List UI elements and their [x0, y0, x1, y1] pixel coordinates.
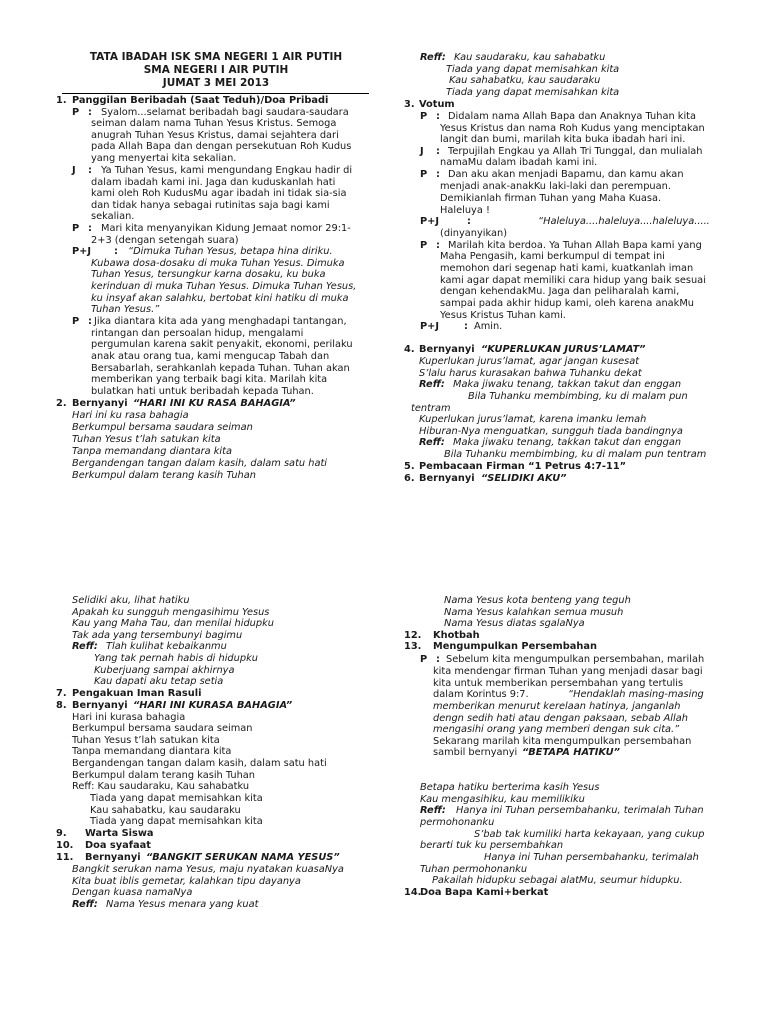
lyric-line: Betapa hatiku berterima kasih Yesus: [420, 782, 600, 793]
section-number: 1.: [56, 95, 67, 106]
lyric-line: Bila Tuhanku membimbing, ku di malam pun tentram: [444, 449, 707, 460]
text-line: sambil bernyanyi: [433, 747, 518, 758]
lyric-line: Nama Yesus kalahkan semua musuh: [444, 607, 624, 618]
section-label: Bernyanyi: [72, 398, 128, 409]
lyric-line: Dengan kuasa namaNya: [72, 887, 193, 898]
section-title: Doa syafaat: [85, 840, 151, 851]
reff-label: Reff:: [72, 641, 98, 652]
text-line: anak atau orang tua, kami mengucap Tabah dan: [91, 351, 330, 362]
speaker-label: J: [420, 146, 424, 157]
section-label: Bernyanyi: [419, 473, 475, 484]
section-number: 2.: [56, 398, 67, 409]
text-line: kita untuk memberikan persembahan yang tertulis: [433, 678, 684, 689]
section-number: 3.: [404, 99, 415, 110]
text-line: Dan aku akan menjadi Bapamu, dan kamu akan: [448, 169, 684, 180]
colon: :: [114, 246, 118, 257]
text-line: pergumulan karena sakit penyakit, ekonomi, perilaku: [91, 339, 353, 350]
speaker-label: P+J: [420, 216, 440, 227]
section-number: 8.: [56, 700, 67, 711]
lyric-line: Yang tak pernah habis di hidupku: [94, 653, 258, 664]
header-line-1: TATA IBADAH ISK SMA NEGERI 1 AIR PUTIH: [89, 51, 343, 63]
text-line: dalam Korintus 9:7.: [433, 689, 529, 700]
lyric-line: Kau sahabatku, kau saudaraku: [449, 75, 601, 86]
lyric-line: Berkumpul dalam terang kasih Tuhan: [72, 770, 255, 781]
colon: :: [436, 111, 440, 122]
lyric-line: Nama Yesus diatas sgalaNya: [444, 618, 585, 629]
section-number: 14.: [404, 887, 422, 898]
song-title: “HARI INI KURASA BAHAGIA”: [133, 700, 293, 711]
section-number: 6.: [404, 473, 415, 484]
lyric-line: Kau dapati aku tetap setia: [94, 676, 224, 687]
lyric-line: Hari ini ku rasa bahagia: [72, 410, 189, 421]
colon: :: [467, 216, 471, 227]
text-line: memohon dari segenap hati kami, kuatkanlah iman: [440, 263, 694, 274]
section-number: 13.: [404, 641, 422, 652]
header-line-3: JUMAT 3 MEI 2013: [162, 77, 270, 89]
lyric-line: berarti tuk ku persembahkan: [420, 840, 564, 851]
lyric-line: tentram: [411, 403, 451, 414]
text-line: Mari kita menyanyikan Kidung Jemaat nomor 29:1-: [101, 223, 351, 234]
colon: :: [88, 107, 92, 118]
colon: :: [464, 321, 468, 332]
lyric-line: Maka jiwaku tenang, takkan takut dan enggan: [453, 437, 682, 448]
text-line: yang menyertai kita sekalian.: [91, 153, 237, 164]
lyric-line: Berkumpul dalam terang kasih Tuhan: [72, 470, 256, 481]
text-line: sampai pada akhir hidup kami, oleh karena anakMu: [440, 298, 694, 309]
lyric-line: Kau yang Maha Tau, dan menilai hidupku: [72, 618, 274, 629]
speaker-label: P: [420, 169, 428, 180]
text-line: Tuhan Yesus, tersungkur karna dosaku, ku buka: [91, 269, 326, 280]
lyric-line: Kuberjuang sampai akhirnya: [94, 665, 235, 676]
reff-label: Reff:: [420, 52, 446, 63]
text-line: Yesus Kristus dan nama Roh Kudus yang menciptakan: [440, 123, 705, 134]
text-line: Sekarang marilah kita mengumpulkan persembahan: [433, 736, 692, 747]
text-line: Didalam nama Allah Bapa dan Anaknya Tuhan kita: [448, 111, 697, 122]
lyric-line: Bangkit serukan nama Yesus, maju nyatakan kuasaNya: [72, 864, 344, 875]
section-number: 4.: [404, 344, 415, 355]
lyric-line: Tiada yang dapat memisahkan kita: [90, 793, 263, 804]
reff-label: Reff:: [72, 899, 98, 910]
lyric-line: Hari ini kurasa bahagia: [72, 712, 186, 723]
lyric-line: Kau mengasihiku, kau memilikiku: [420, 794, 585, 805]
lyric-line: permohonanku: [420, 817, 495, 828]
lyric-line: Pakailah hidupku sebagai alatMu, seumur hidupku.: [432, 875, 683, 886]
section-title: Pembacaan Firman “1 Petrus 4:7-11”: [419, 461, 627, 472]
lyric-line: Kau sahabatku, kau saudaraku: [90, 805, 241, 816]
text-line: bulatkan hati untuk beribadah kepada Tuhan.: [91, 386, 314, 397]
text-line: kerinduan di muka Tuhan Yesus. Dimuka Tuhan Yesus,: [91, 281, 357, 292]
text-line: “Hendaklah masing-masing: [568, 689, 704, 700]
speaker-label: P: [72, 223, 80, 234]
text-line: dalam ibadah kami ini. Jaga dan kuduskanlah hati: [91, 177, 336, 188]
text-line: menjadi anak-anakKu laki-laki dan perempuan.: [440, 181, 671, 192]
lyric-line: Tuhan Yesus t’lah satukan kita: [72, 434, 221, 445]
text-line: memberikan yang terbaik bagi kita. Marilah kita: [91, 374, 328, 385]
reff-label: Reff:: [420, 805, 446, 816]
lyric-line: Reff: Kau saudaraku, Kau sahabatku: [72, 781, 250, 792]
section-title: Panggilan Beribadah (Saat Teduh)/Doa Pribadi: [72, 95, 329, 106]
lyric-line: Tanpa memandang diantara kita: [72, 746, 232, 757]
speaker-label: P: [420, 111, 428, 122]
section-title: Warta Siswa: [85, 828, 154, 839]
lyric-line: Berkumpul bersama saudara seiman: [72, 422, 253, 433]
lyric-line: Hanya ini Tuhan persembahanku, terimalah Tuhan: [456, 805, 704, 816]
lyric-line: Hiburan-Nya menguatkan, sungguh tiada bandingnya: [419, 426, 683, 437]
text-line: namaMu dalam ibadah kami ini.: [440, 157, 598, 168]
lyric-line: Tanpa memandang diantara kita: [72, 446, 232, 457]
lyric-line: Maka jiwaku tenang, takkan takut dan enggan: [453, 379, 682, 390]
section-title: Votum: [419, 99, 455, 110]
lyric-line: Bila Tuhanku membimbing, ku di malam pun: [468, 391, 688, 402]
text-line: “Dimuka Tuhan Yesus, betapa hina diriku.: [128, 246, 333, 257]
lyric-line: Selidiki aku, lihat hatiku: [72, 595, 190, 606]
section-number: 12.: [404, 630, 422, 641]
header-line-2: SMA NEGERI I AIR PUTIH: [143, 64, 289, 76]
lyric-line: Tiada yang dapat memisahkan kita: [446, 87, 620, 98]
speaker-label: P+J: [420, 321, 440, 332]
speaker-label: P+J: [72, 246, 92, 257]
text-line: Tuhan Yesus.”: [91, 304, 160, 315]
text-line: (dinyanyikan): [440, 228, 508, 239]
lyric-line: Tuhan permohonanku: [420, 864, 528, 875]
lyric-line: Bergandengan tangan dalam kasih, dalam satu hati: [72, 758, 327, 769]
text-line: kami agar dapat memiliki cara hidup yang baik sesuai: [440, 275, 706, 286]
text-line: Marilah kita berdoa. Ya Tuhan Allah Bapa kami yang: [448, 240, 702, 251]
lyric-line: Tlah kulihat kebaikanmu: [106, 641, 227, 652]
lyric-line: Berkumpul bersama saudara seiman: [72, 723, 253, 734]
section-title: Mengumpulkan Persembahan: [433, 641, 597, 652]
section-title: Khotbah: [433, 630, 480, 641]
text-line: memberikan menurut kerelaan hatinya, janganlah: [433, 701, 681, 712]
text-line: dengn sedih hati atau dengan paksaan, sebab Allah: [433, 713, 688, 724]
speaker-label: P: [72, 316, 80, 327]
lyric-line: Apakah ku sungguh mengasihimu Yesus: [72, 607, 270, 618]
text-line: rintangan dan persoalan hidup, mengalami: [91, 328, 304, 339]
lyric-line: Tiada yang dapat memisahkan kita: [90, 816, 263, 827]
text-line: ku insyaf akan salahku, bertobat kini hatiku di muka: [91, 293, 349, 304]
lyric-line: Tak ada yang tersembunyi bagimu: [72, 630, 243, 641]
lyric-line: Kita buat iblis gemetar, kalahkan tipu dayanya: [72, 876, 301, 887]
section-number: 7.: [56, 688, 67, 699]
text-line: kita mendengar firman Tuhan yang menjadi dasar bagi: [433, 666, 703, 677]
section-number: 5.: [404, 461, 415, 472]
colon: :: [88, 165, 92, 176]
lyric-line: Nama Yesus menara yang kuat: [106, 899, 259, 910]
song-title: “KUPERLUKAN JURUS’LAMAT”: [481, 344, 646, 355]
lyric-line: S’bab tak kumiliki harta kekayaan, yang cukup: [474, 829, 705, 840]
lyric-line: S’lalu harus kurasakan bahwa Tuhanku dekat: [419, 368, 642, 379]
colon: :: [88, 223, 92, 234]
lyric-line: Kau saudaraku, kau sahabatku: [454, 52, 606, 63]
text-line: seiman dalam nama Tuhan Yesus Kristus. Semoga: [91, 118, 337, 129]
song-title: “HARI INI KU RASA BAHAGIA”: [133, 398, 296, 409]
song-title: “BETAPA HATIKU”: [522, 747, 620, 758]
text-line: dengan kehendakMu. Jaga dan peliharalah kami,: [440, 286, 680, 297]
text-line: Sebelum kita mengumpulkan persembahan, marilah: [446, 654, 705, 665]
colon: :: [88, 316, 92, 327]
text-line: Haleluya !: [440, 205, 490, 216]
text-line: “Haleluya....haleluya....haleluya.....: [538, 216, 710, 227]
section-number: 10.: [56, 840, 74, 851]
text-line: dan tidak hanya sebagai rutinitas saja bagi kami: [91, 200, 330, 211]
reff-label: Reff:: [419, 379, 445, 390]
text-line: Yesus Kristus Tuhan kami.: [440, 310, 566, 321]
text-line: Amin.: [474, 321, 503, 332]
text-line: Ya Tuhan Yesus, kami mengundang Engkau hadir di: [101, 165, 353, 176]
section-label: Bernyanyi: [72, 700, 128, 711]
text-line: Kubawa dosa-dosaku di muka Tuhan Yesus. Dimuka: [91, 258, 345, 269]
section-number: 9.: [56, 828, 67, 839]
header-divider: [62, 93, 369, 94]
section-label: Bernyanyi: [419, 344, 475, 355]
text-line: sekalian.: [91, 211, 135, 222]
lyric-line: Tiada yang dapat memisahkan kita: [446, 64, 620, 75]
text-line: langit dan bumi, marilah kita buka ibadah hari ini.: [440, 134, 686, 145]
reff-label: Reff:: [419, 437, 445, 448]
text-line: pada Allah Bapa dan dengan persekutuan Roh Kudus: [91, 141, 352, 152]
text-line: Bersabarlah, serahkanlah kepada Tuhan. Tuhan akan: [91, 363, 350, 374]
colon: :: [436, 146, 440, 157]
speaker-label: P: [420, 654, 428, 665]
song-title: “BANGKIT SERUKAN NAMA YESUS”: [146, 852, 340, 863]
colon: :: [436, 654, 440, 665]
text-line: kami oleh Roh KudusMu agar ibadah ini tidak sia-sia: [91, 188, 347, 199]
text-line: Demikianlah firman Tuhan yang Maha Kuasa.: [440, 193, 662, 204]
section-title: Doa Bapa Kami+berkat: [420, 887, 549, 898]
text-line: mengasihi orang yang memberi dengan suk cita.”: [433, 724, 680, 735]
lyric-line: Kuperlukan jurus’lamat, karena imanku lemah: [419, 414, 647, 425]
section-title: Pengakuan Iman Rasuli: [72, 688, 202, 699]
text-line: Maha Pengasih, kami berkumpul di tempat ini: [440, 251, 665, 262]
colon: :: [436, 240, 440, 251]
speaker-label: P: [420, 240, 428, 251]
lyric-line: Hanya ini Tuhan persembahanku, terimalah: [484, 852, 699, 863]
text-line: Jika diantara kita ada yang menghadapi tantangan,: [94, 316, 347, 327]
text-line: Terpujilah Engkau ya Allah Tri Tunggal, dan mulialah: [448, 146, 703, 157]
text-line: 2+3 (dengan setengah suara): [91, 235, 239, 246]
lyric-line: Nama Yesus kota benteng yang teguh: [444, 595, 631, 606]
section-number: 11.: [56, 852, 74, 863]
colon: :: [436, 169, 440, 180]
speaker-label: P: [72, 107, 80, 118]
lyric-line: Bergandengan tangan dalam kasih, dalam satu hati: [72, 458, 328, 469]
lyric-line: Tuhan Yesus t’lah satukan kita: [72, 735, 220, 746]
speaker-label: J: [72, 165, 76, 176]
text-line: anugrah Tuhan Yesus Kristus, damai sejahtera dari: [91, 130, 339, 141]
section-label: Bernyanyi: [85, 852, 141, 863]
song-title: “SELIDIKI AKU”: [481, 473, 567, 484]
text-line: Syalom...selamat beribadah bagi saudara-saudara: [101, 107, 349, 118]
lyric-line: Kuperlukan jurus’lamat, agar jangan kusesat: [419, 356, 640, 367]
